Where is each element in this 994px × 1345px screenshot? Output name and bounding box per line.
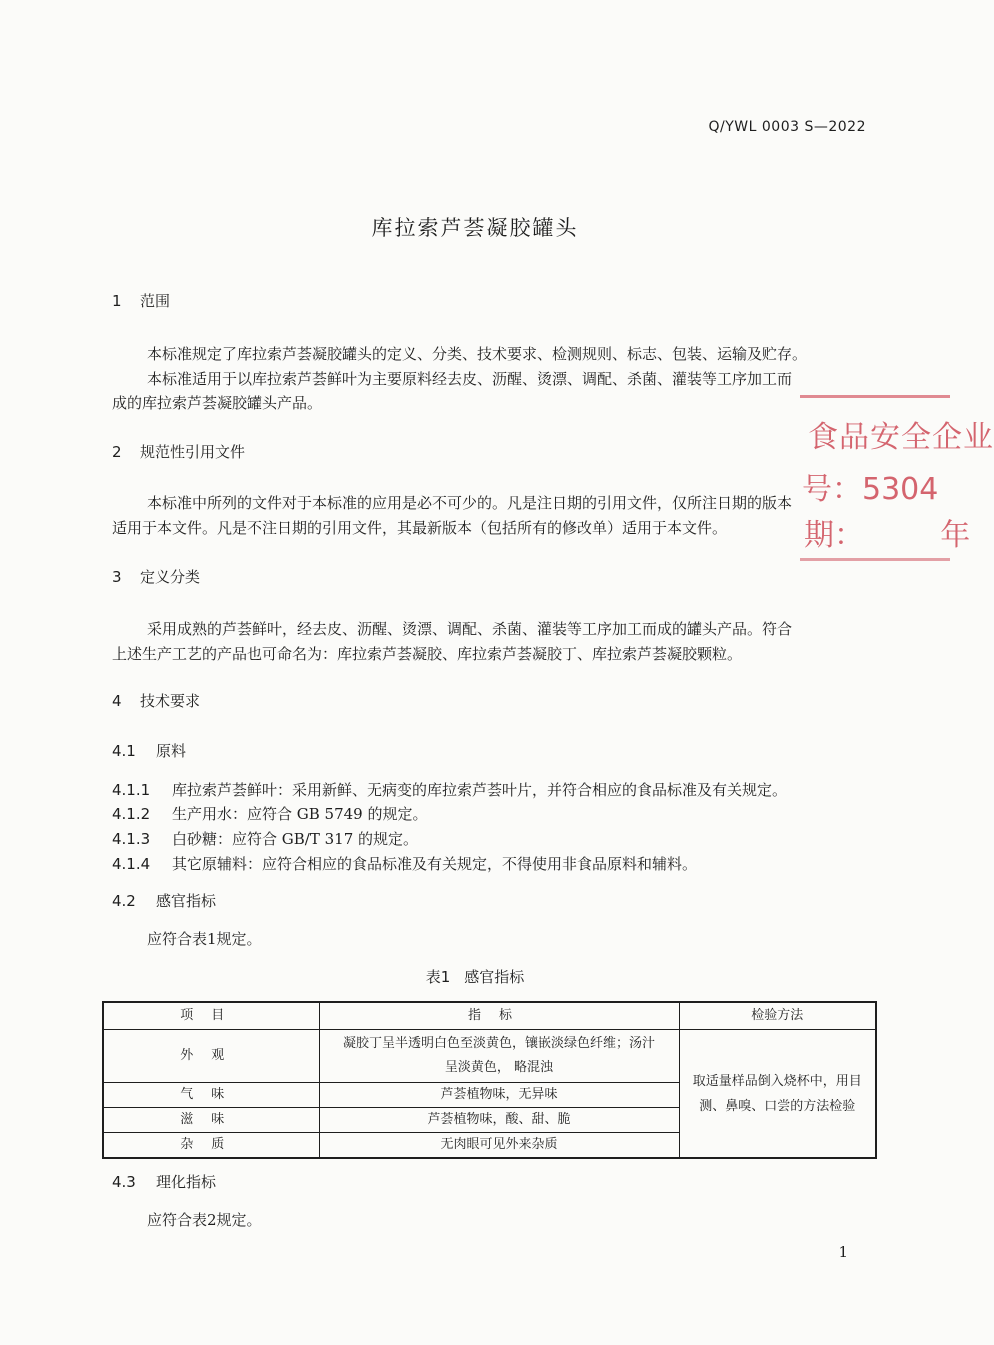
section-number: 4.1	[112, 742, 136, 760]
clause-4-1-1	[112, 779, 787, 800]
table-header-row	[103, 1002, 876, 1030]
section-4-1-heading	[112, 740, 186, 761]
row-item-taste: 滋味	[103, 1108, 319, 1133]
section-number: 1	[112, 292, 122, 310]
table-row	[103, 1030, 876, 1083]
section-title: 理化指标	[156, 1173, 217, 1191]
row-spec-smell: 芦荟植物味，无异味	[319, 1083, 679, 1108]
section-number: 4.2	[112, 892, 136, 910]
clause-4-1-4	[112, 853, 697, 874]
section-number: 3	[112, 568, 122, 586]
section-3-heading	[112, 566, 200, 587]
section-2-heading	[112, 441, 245, 462]
row-spec-appearance	[319, 1030, 679, 1083]
section-2-paragraph-line-1: 本标准中所列的文件对于本标准的应用是必不可少的。凡是注日期的引用文件，仅所注日期的版本	[147, 494, 793, 512]
section-4-2-text: 应符合表1规定。	[147, 930, 262, 948]
section-title: 技术要求	[140, 692, 201, 710]
section-4-3-text: 应符合表2规定。	[147, 1211, 262, 1229]
section-1-paragraph-2-line-1: 本标准适用于以库拉索芦荟鲜叶为主要原料经去皮、沥醒、烫漂、调配、杀菌、灌装等工序加工而	[147, 370, 793, 388]
clause-text: 库拉索芦荟鲜叶：采用新鲜、无病变的库拉索芦荟叶片，并符合相应的食品标准及有关规定。	[172, 781, 788, 799]
clause-number: 4.1.3	[112, 830, 151, 848]
document-code: Q/YWL 0003 S—2022	[708, 119, 866, 135]
section-title: 原料	[156, 742, 187, 760]
registration-stamp	[800, 395, 994, 561]
header-indicator: 指标	[319, 1002, 679, 1030]
table-caption-title: 感官指标	[464, 968, 525, 986]
clause-text: 生产用水：应符合 GB 5749 的规定。	[172, 805, 428, 823]
section-1-heading	[112, 290, 170, 311]
spec-line: 呈淡黄色， 略混浊	[444, 1060, 554, 1075]
clause-text: 其它原辅料：应符合相应的食品标准及有关规定，不得使用非食品原料和辅料。	[172, 855, 698, 873]
page-number: 1	[838, 1243, 848, 1261]
section-title: 定义分类	[140, 568, 201, 586]
section-3-paragraph-line-1: 采用成熟的芦荟鲜叶，经去皮、沥醒、烫漂、调配、杀菌、灌装等工序加工而成的罐头产品。符合	[147, 620, 793, 638]
section-number: 4	[112, 692, 122, 710]
section-4-3-heading	[112, 1171, 216, 1192]
stamp-line: 食品安全企业	[808, 420, 994, 455]
table-1-caption	[0, 966, 950, 987]
section-title: 规范性引用文件	[140, 443, 246, 461]
section-number: 4.3	[112, 1173, 136, 1191]
table-caption-number: 表1	[425, 968, 451, 986]
row-item-impurity: 杂质	[103, 1133, 319, 1159]
section-title: 范围	[140, 292, 171, 310]
clause-text: 白砂糖：应符合 GB/T 317 的规定。	[172, 830, 418, 848]
method-cell: 取适量样品倒入烧杯中，用目测、鼻嗅、口尝的方法检验	[679, 1030, 876, 1159]
section-title: 感官指标	[156, 892, 217, 910]
document-title: 库拉索芦荟凝胶罐头	[371, 216, 579, 240]
section-3-paragraph-line-2: 上述生产工艺的产品也可命名为：库拉索芦荟凝胶、库拉索芦荟凝胶丁、库拉索芦荟凝胶颗粒。	[112, 645, 743, 663]
row-item-smell: 气味	[103, 1083, 319, 1108]
section-1-paragraph-1: 本标准规定了库拉索芦荟凝胶罐头的定义、分类、技术要求、检测规则、标志、包装、运输及贮存。	[147, 345, 808, 363]
section-4-heading	[112, 690, 200, 711]
stamp-line: 号：5304	[802, 472, 939, 507]
section-number: 2	[112, 443, 122, 461]
clause-number: 4.1.2	[112, 805, 151, 823]
sensory-indicator-table	[102, 1001, 877, 1159]
clause-number: 4.1.1	[112, 781, 151, 799]
section-4-2-heading	[112, 890, 216, 911]
row-item-appearance: 外观	[103, 1030, 319, 1083]
header-item: 项目	[103, 1002, 319, 1030]
clause-4-1-2	[112, 803, 428, 824]
clause-number: 4.1.4	[112, 855, 151, 873]
clause-4-1-3	[112, 828, 418, 849]
stamp-line: 期： 年	[804, 518, 971, 553]
row-spec-taste: 芦荟植物味，酸、甜、脆	[319, 1108, 679, 1133]
header-method: 检验方法	[679, 1002, 876, 1030]
spec-line: 凝胶丁呈半透明白色至淡黄色，镶嵌淡绿色纤维；汤汁	[342, 1036, 655, 1051]
section-2-paragraph-line-2: 适用于本文件。凡是不注日期的引用文件，其最新版本（包括所有的修改单）适用于本文件。	[112, 519, 728, 537]
section-1-paragraph-2-line-2: 成的库拉索芦荟凝胶罐头产品。	[112, 394, 323, 412]
row-spec-impurity: 无肉眼可见外来杂质	[319, 1133, 679, 1159]
